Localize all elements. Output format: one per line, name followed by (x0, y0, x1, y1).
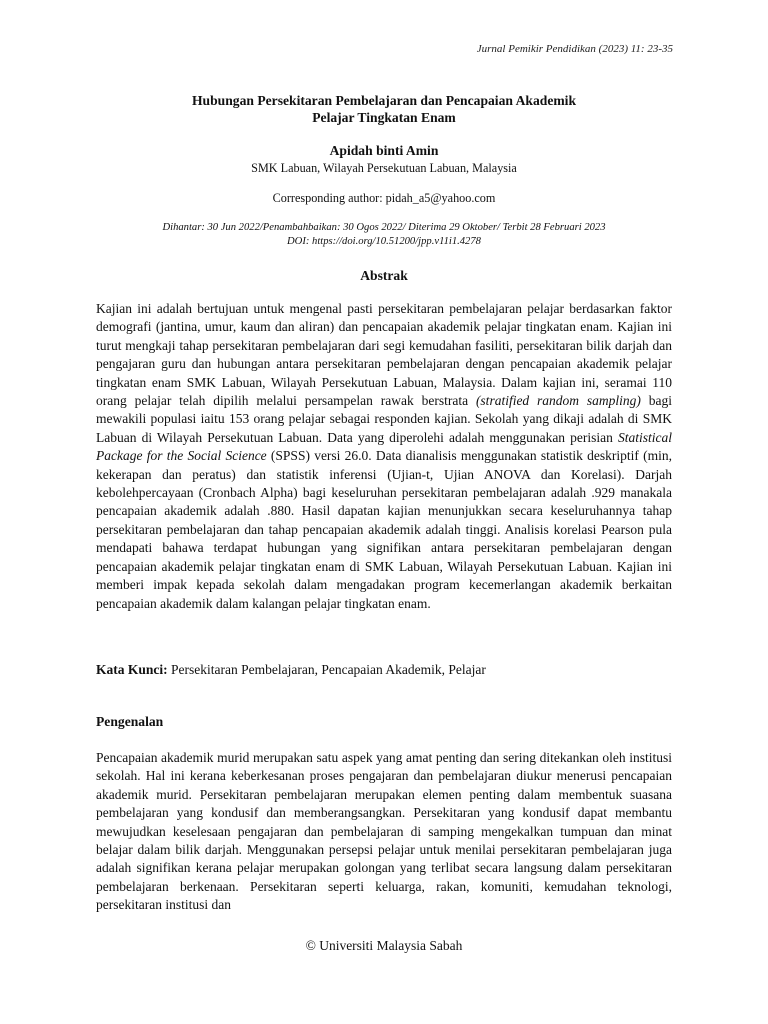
title-line-1: Hubungan Persekitaran Pembelajaran dan Pencapaian Akademik (191, 93, 577, 108)
article-title (96, 92, 672, 126)
abstract-text-part-2: bagi mewakili populasi iaitu 153 orang pelajar sebagai responden kajian. Sekolah yang dikaji adalah di SMK Labuan di Wilayah Persekutuan Labuan. Data yang diperolehi adalah menggunakan perisian (96, 393, 673, 445)
abstract-heading: Abstrak (360, 268, 408, 283)
author-affiliation: SMK Labuan, Wilayah Persekutuan Labuan, Malaysia (251, 161, 517, 175)
abstract-text-part-3: (SPSS) versi 26.0. Data dianalisis menggunakan statistik deskriptif (min, kekerapan dan peratus) dan statistik inferensi (Ujian-t, Ujian ANOVA dan Korelasi). Darjah kebolehpercayaan (Cronbach Alpha) bagi keseluruhan persekitaran pembelajaran adalah .929 manakala pencapaian akademik adalah .880. Hasil dapatan kajian menunjukkan secara keseluruhannya tahap persekitaran pembelajaran dan tahap pencapaian akademik adalah tinggi. Analisis korelasi Pearson pula mendapati bahawa terdapat hubungan yang signifikan antara persekitaran pembelajaran dengan pencapaian akademik pelajar tingkatan enam di SMK Labuan, Wilayah Persekutuan Labuan. Kajian ini memberi impak kepada sekolah dalam mengadakan program kecemerlangan akademik berkaitan pencapaian akademik dalam kalangan pelajar tingkatan enam. (96, 448, 672, 611)
author-name: Apidah binti Amin (329, 143, 439, 158)
page-footer: © Universiti Malaysia Sabah (305, 938, 463, 953)
title-line-2: Pelajar Tingkatan Enam (312, 110, 456, 125)
keywords-label: Kata Kunci: (96, 662, 168, 677)
keywords-list: Persekitaran Pembelajaran, Pencapaian Akademik, Pelajar (167, 662, 486, 677)
publication-dates (96, 221, 672, 249)
keywords (96, 661, 672, 679)
doi: DOI: https://doi.org/10.51200/jpp.v11i1.4278 (287, 236, 481, 247)
abstract-italic-term-1: (stratified random sampling) (475, 393, 641, 409)
abstract-text-part-1: Kajian ini adalah bertujuan untuk mengenal pasti persekitaran pembelajaran pelajar berdasarkan faktor demografi (jantina, umur, kaum dan aliran) dan pencapaian akademik pelajar tingkatan enam. Kajian ini turut mengkaji tahap persekitaran pembelajaran dari segi kemudahan fasiliti, persekitaran bilik darjah dan pengajaran guru dan hubungan antara persekitaran pembelajaran dengan pencapaian akademik pelajar tingkatan enam SMK Labuan, Wilayah Persekutuan Labuan, Malaysia. Dalam kajian ini, seramai 110 orang pelajar telah dipilih melalui persampelan rawak berstrata (96, 301, 672, 409)
submission-dates: Dihantar: 30 Jun 2022/Penambahbaikan: 30 Ogos 2022/ Diterima 29 Oktober/ Terbit 28 Februari 2023 (162, 222, 606, 233)
introduction-body: Pencapaian akademik murid merupakan satu aspek yang amat penting dan sering ditekankan oleh institusi sekolah. Hal ini kerana keberkesanan proses pengajaran dan pembelajaran diukur menerusi pencapaian akademik murid. Persekitaran pembelajaran merupakan elemen penting dalam membentuk suasana pembelajaran yang kondusif dan memberangsangkan. Persekitaran yang kondusif dapat membantu mewujudkan keselesaan pengajaran dan pembelajaran di samping mengekalkan tumpuan dan minat belajar dalam bilik darjah. Menggunakan persepsi pelajar untuk menilai persekitaran pembelajaran juga adalah signifikan kerana pelajar merupakan golongan yang terlibat secara langsung dalam persekitaran pembelajaran berkenaan. Persekitaran seperti keluarga, rakan, komuniti, kemudahan teknologi, persekitaran institusi dan (96, 750, 672, 913)
journal-reference: Jurnal Pemikir Pendidikan (2023) 11: 23-35 (476, 43, 673, 55)
corresponding-author: Corresponding author: pidah_a5@yahoo.com (272, 191, 496, 205)
introduction-heading: Pengenalan (96, 714, 164, 729)
abstract-italic-term-2: Statistical Package for the Social Science (96, 429, 672, 464)
abstract-body (96, 300, 672, 613)
